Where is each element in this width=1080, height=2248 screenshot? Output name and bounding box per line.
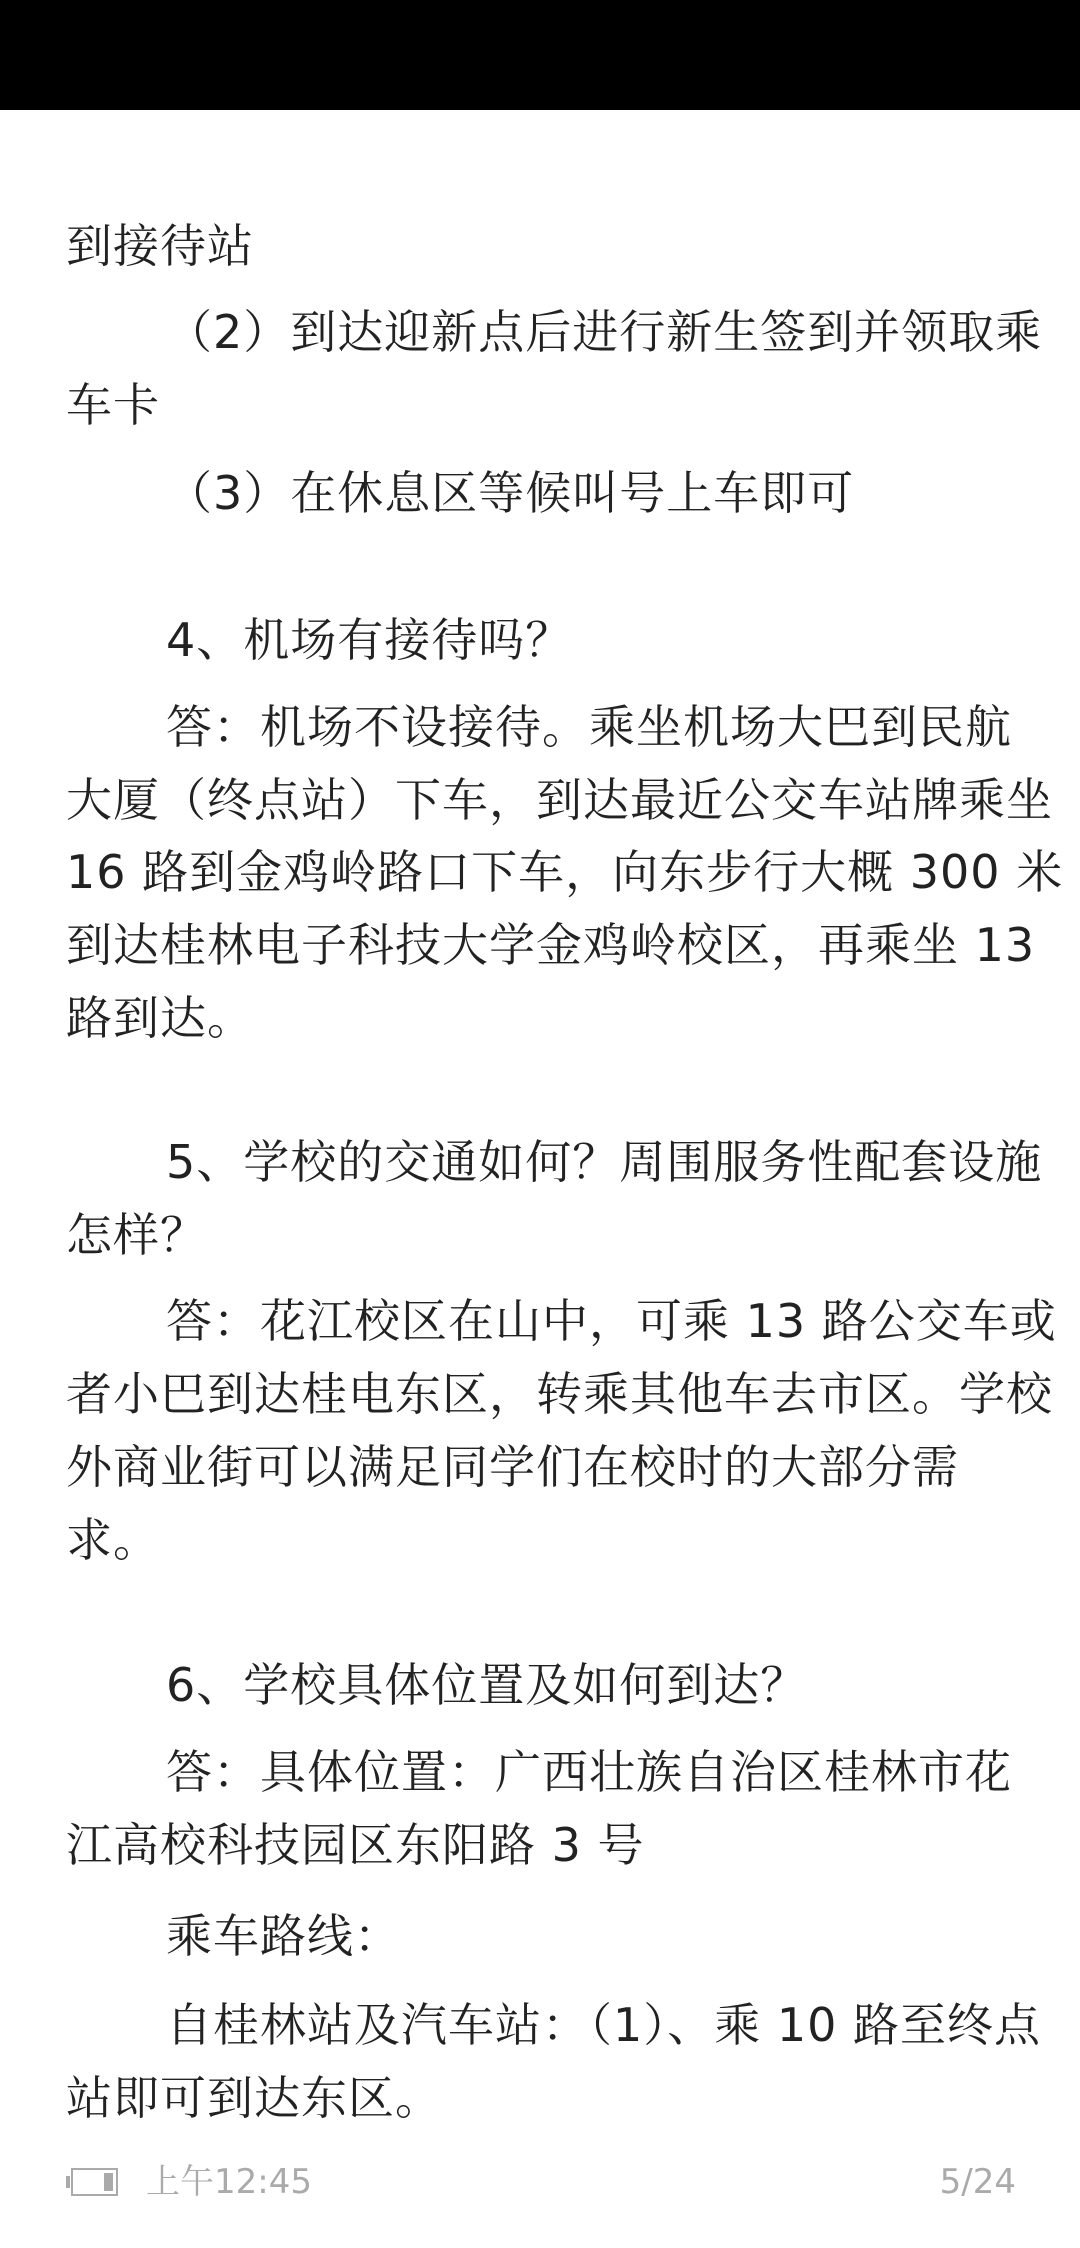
text-line: 16 路到金鸡岭路口下车，向东步行大概 300 米	[66, 845, 1064, 899]
question-heading: 5、学校的交通如何？周围服务性配套设施	[166, 1135, 1043, 1189]
text-line: 答：机场不设接待。乘坐机场大巴到民航	[166, 700, 1012, 754]
text-line: （2）到达迎新点后进行新生签到并领取乘	[166, 305, 1043, 359]
battery-icon	[66, 2168, 118, 2196]
text-line: 者小巴到达桂电东区，转乘其他车去市区。学校	[66, 1367, 1053, 1421]
status-bar	[0, 0, 1080, 110]
footer-time: 上午12:45	[146, 2162, 312, 2202]
text-line: 大厦（终点站）下车，到达最近公交车站牌乘坐	[66, 773, 1053, 827]
text-line: 答：花江校区在山中，可乘 13 路公交车或	[166, 1294, 1057, 1348]
text-line: 路到达。	[66, 991, 254, 1045]
page-indicator: 5/24	[939, 2162, 1016, 2202]
text-line: 车卡	[66, 378, 160, 432]
text-line: （3）在休息区等候叫号上车即可	[166, 466, 855, 520]
text-line: 到达桂林电子科技大学金鸡岭校区，再乘坐 13	[66, 918, 1036, 972]
question-heading: 4、机场有接待吗？	[166, 613, 573, 667]
text-line: 乘车路线：	[166, 1909, 401, 1963]
text-line: 求。	[66, 1513, 160, 1567]
text-line: 怎样？	[66, 1208, 207, 1262]
text-line: 站即可到达东区。	[66, 2071, 442, 2125]
text-line: 外商业街可以满足同学们在校时的大部分需	[66, 1440, 959, 1494]
question-heading: 6、学校具体位置及如何到达？	[166, 1658, 808, 1712]
text-line: 自桂林站及汽车站：（1）、乘 10 路至终点	[166, 1998, 1042, 2052]
reader-footer	[0, 2150, 1080, 2220]
text-line: 到接待站	[66, 219, 254, 273]
text-line: 江高校科技园区东阳路 3 号	[66, 1818, 645, 1872]
text-line: 答：具体位置：广西壮族自治区桂林市花	[166, 1745, 1012, 1799]
